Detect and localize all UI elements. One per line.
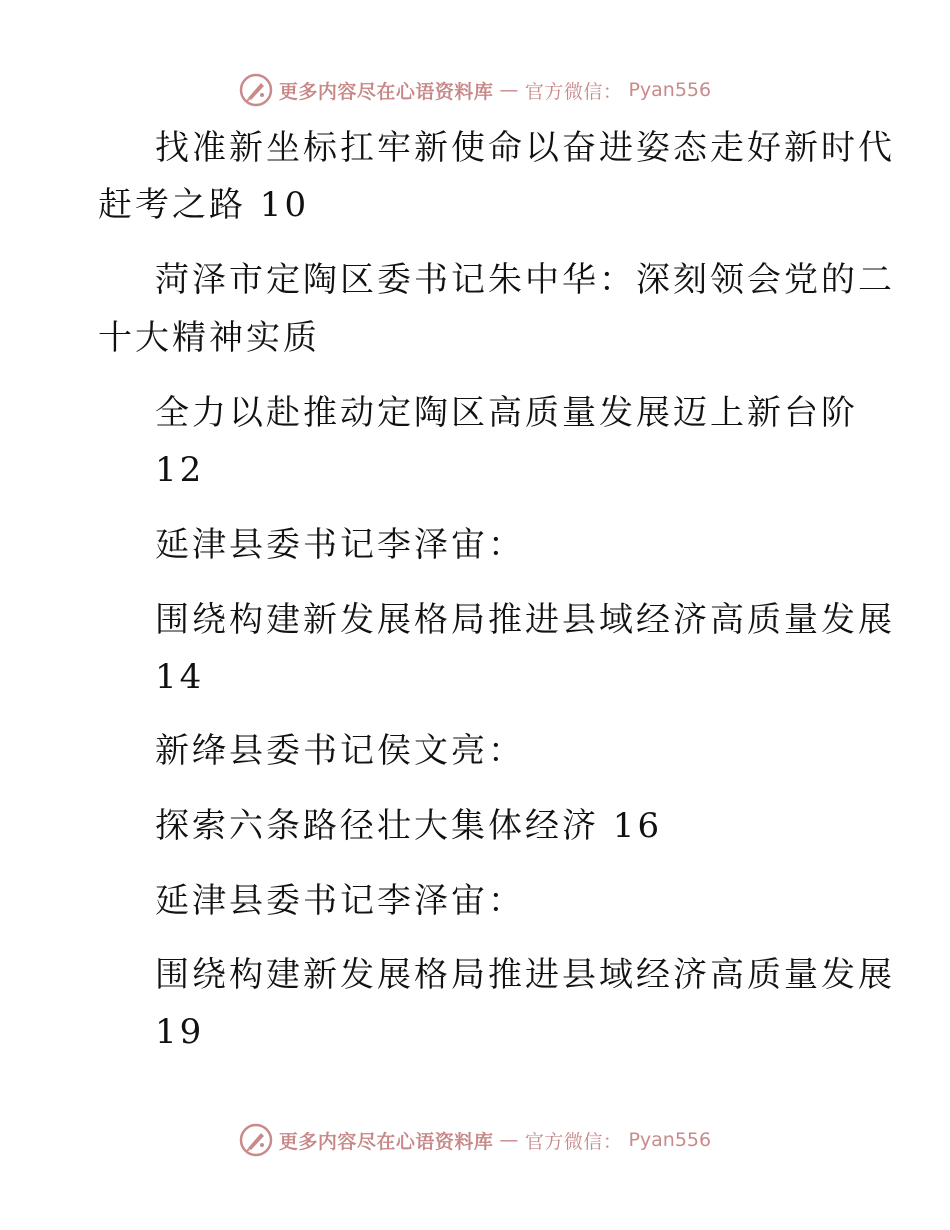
watermark-brand: 更多内容尽在心语资料库 bbox=[278, 80, 494, 103]
toc-line-13: 围绕构建新发展格局推进县域经济高质量发展 bbox=[155, 955, 895, 995]
watermark-brand: 更多内容尽在心语资料库 bbox=[278, 1130, 494, 1153]
toc-line-2: 赶考之路 10 bbox=[98, 185, 310, 225]
quill-logo-icon bbox=[239, 1123, 273, 1157]
header-watermark bbox=[0, 70, 950, 110]
watermark-wechat-label: 官方微信： bbox=[524, 1130, 623, 1153]
toc-line-11: 探索六条路径壮大集体经济 16 bbox=[155, 806, 663, 846]
toc-line-8: 围绕构建新发展格局推进县域经济高质量发展 bbox=[155, 600, 895, 640]
quill-logo-icon bbox=[239, 73, 273, 107]
footer-watermark bbox=[0, 1120, 950, 1160]
toc-line-7: 延津县委书记李泽宙： bbox=[155, 525, 525, 565]
toc-line-14: 19 bbox=[155, 1012, 205, 1052]
watermark-dash: — bbox=[499, 79, 519, 101]
toc-line-4: 十大精神实质 bbox=[98, 318, 320, 358]
toc-line-12: 延津县委书记李泽宙： bbox=[155, 881, 525, 921]
watermark-wechat-id: Pyan556 bbox=[628, 1129, 712, 1151]
watermark-dash: — bbox=[499, 1129, 519, 1151]
toc-line-6: 12 bbox=[155, 450, 205, 490]
watermark-wechat-id: Pyan556 bbox=[628, 79, 712, 101]
toc-line-9: 14 bbox=[155, 657, 205, 697]
watermark-wechat-label: 官方微信： bbox=[524, 80, 623, 103]
toc-line-10: 新绛县委书记侯文亮： bbox=[155, 731, 525, 771]
toc-line-3: 菏泽市定陶区委书记朱中华：深刻领会党的二 bbox=[155, 260, 895, 300]
toc-line-1: 找准新坐标扛牢新使命以奋进姿态走好新时代 bbox=[155, 128, 895, 168]
toc-line-5: 全力以赴推动定陶区高质量发展迈上新台阶 bbox=[155, 393, 858, 433]
